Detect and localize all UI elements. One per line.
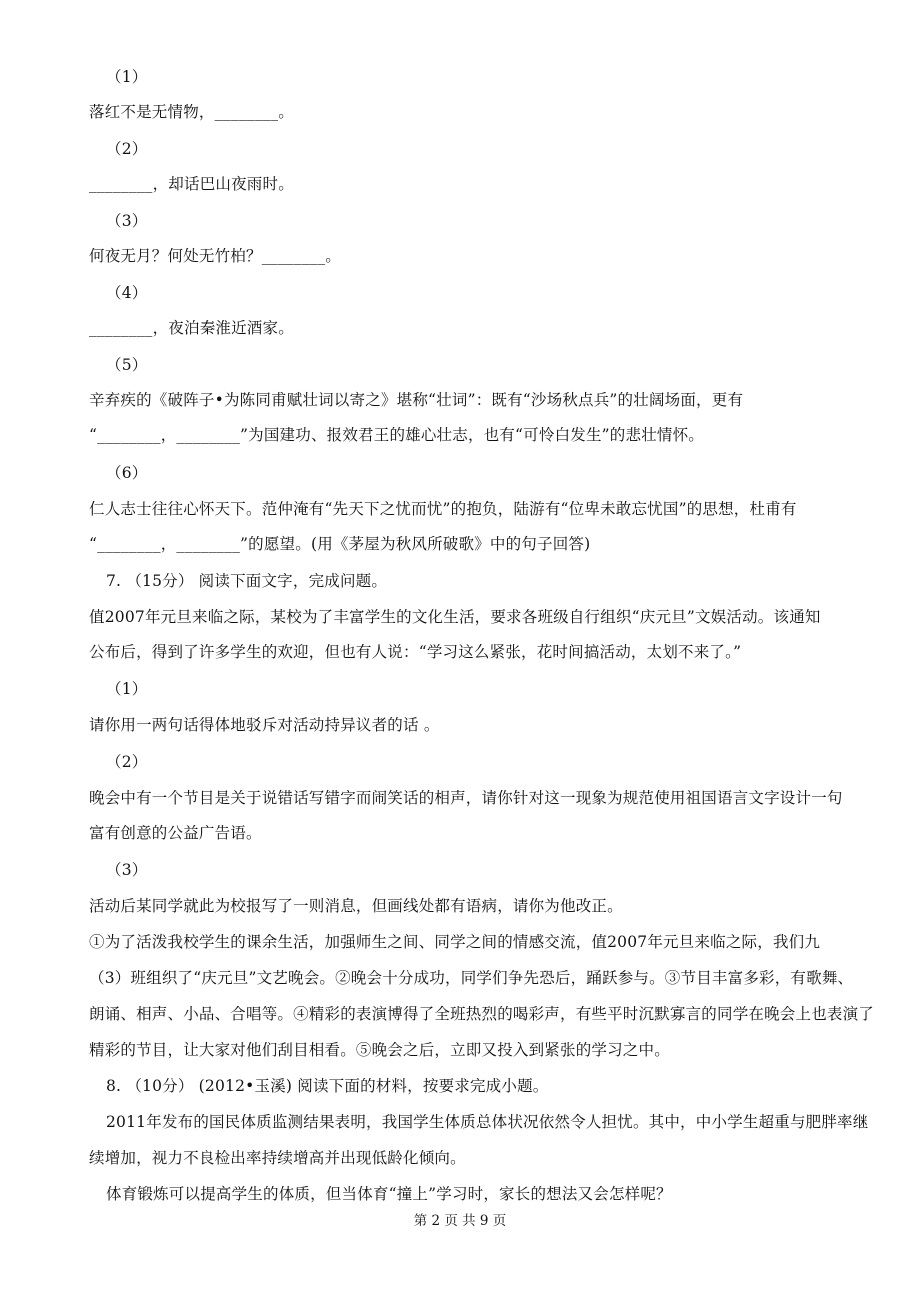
sub-question-number: （5） <box>106 356 148 374</box>
poem-fill-blank: ________，夜泊秦淮近酒家。 <box>89 319 294 337</box>
question-heading: 8. （10分） (2012•玉溪) 阅读下面的材料，按要求完成小题。 <box>106 1077 549 1095</box>
paragraph-line: “________，________”为国建功、报效君王的雄心壮志，也有“可怜白发生”的悲壮情怀。 <box>89 426 704 444</box>
sub-question-number: （4） <box>106 284 148 302</box>
paragraph-line: 仁人志士往往心怀天下。范仲淹有“先天下之忧而忧”的抱负，陆游有“位卑未敢忘忧国”的思想，杜甫有 <box>89 500 797 518</box>
paragraph-line: ①为了活泼我校学生的课余生活，加强师生之间、同学之间的情感交流，值2007年元旦来临之际，我们九 <box>89 933 821 951</box>
paragraph-line: 精彩的节目，让大家对他们刮目相看。⑤晚会之后，立即又投入到紧张的学习之中。 <box>89 1041 670 1059</box>
sub-question-number: （2） <box>106 140 148 158</box>
paragraph-line: 请你用一两句话得体地驳斥对活动持异议者的话 。 <box>89 716 440 734</box>
paragraph-line: 续增加，视力不良检出率持续增高并出现低龄化倾向。 <box>89 1149 466 1167</box>
page-footer: 第 2 页 共 9 页 <box>413 1213 507 1229</box>
paragraph-line: 富有创意的公益广告语。 <box>89 824 262 842</box>
sub-question-number: （1） <box>106 68 148 86</box>
sub-question-number: （6） <box>106 464 148 482</box>
sub-question-number: （2） <box>106 753 148 771</box>
paragraph-line: 值2007年元旦来临之际，某校为了丰富学生的文化生活，要求各班级自行组织“庆元旦”文娱活动。该通知 <box>89 608 821 626</box>
paragraph-line: “________，________”的愿望。(用《茅屋为秋风所破歌》中的句子回答) <box>89 535 591 553</box>
paragraph-line: （3）班组织了“庆元旦”文艺晚会。②晚会十分成功，同学们争先恐后，踊跃参与。③节目丰富多彩，有歌舞、 <box>89 969 854 987</box>
sub-question-number: （3） <box>106 212 148 230</box>
paragraph-line: 朗诵、相声、小品、合唱等。④精彩的表演博得了全班热烈的喝彩声，有些平时沉默寡言的同学在晚会上也表演了 <box>89 1005 875 1023</box>
question-heading: 7. （15分） 阅读下面文字，完成问题。 <box>106 572 388 590</box>
paragraph-line: 公布后，得到了许多学生的欢迎，但也有人说：“学习这么紧张，花时间搞活动，太划不来了。” <box>89 643 742 661</box>
paragraph-line: 辛弃疾的《破阵子•为陈同甫赋壮词以寄之》堪称“壮词”：既有“沙场秋点兵”的壮阔场面，更有 <box>89 391 744 409</box>
poem-fill-blank: 落红不是无情物，________。 <box>89 103 294 121</box>
paragraph-line: 活动后某同学就此为校报写了一则消息，但画线处都有语病，请你为他改正。 <box>89 897 623 915</box>
sub-question-number: （3） <box>106 861 148 879</box>
paragraph-line: 晚会中有一个节目是关于说错话写错字而闹笑话的相声，请你针对这一现象为规范使用祖国语言文字设计一句 <box>89 789 843 807</box>
poem-fill-blank: 何夜无月？何处无竹柏？________。 <box>89 247 342 265</box>
paragraph-line: 体育锻炼可以提高学生的体质，但当体育“撞上”学习时，家长的想法又会怎样呢？ <box>106 1185 672 1203</box>
sub-question-number: （1） <box>106 680 148 698</box>
paragraph-line: 2011年发布的国民体质监测结果表明，我国学生体质总体状况依然令人担忧。其中，中小学生超重与肥胖率继 <box>106 1113 869 1131</box>
poem-fill-blank: ________，却话巴山夜雨时。 <box>89 175 294 193</box>
